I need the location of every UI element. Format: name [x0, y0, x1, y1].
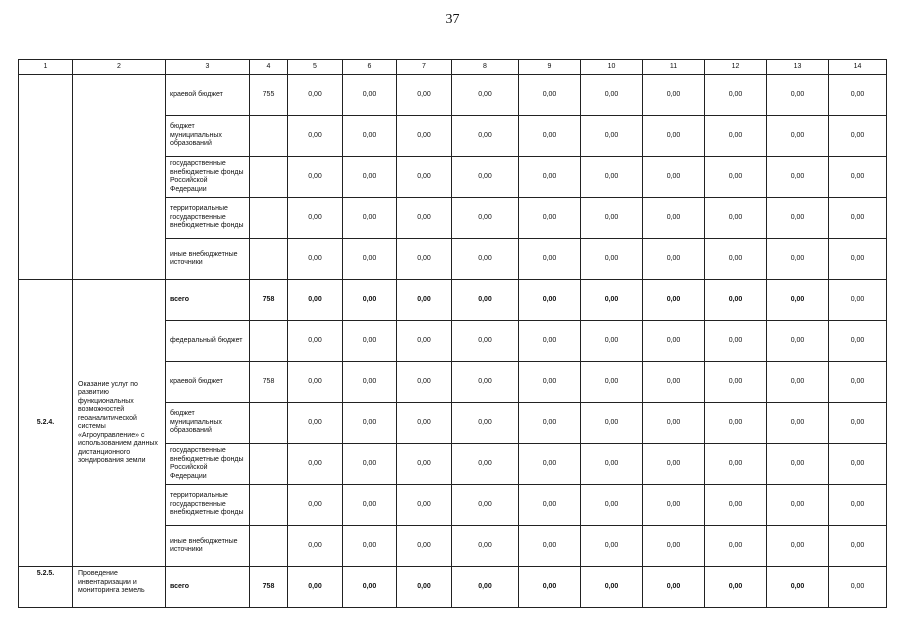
- value-cell: 0,00: [519, 567, 581, 608]
- value-cell: 0,00: [519, 485, 581, 526]
- value-cell: 0,00: [581, 116, 643, 157]
- value-cell: 0,00: [705, 403, 767, 444]
- value-cell: 0,00: [767, 567, 829, 608]
- value-cell: 0,00: [643, 567, 705, 608]
- value-cell: 0,00: [343, 280, 397, 321]
- value-cell: 0,00: [705, 280, 767, 321]
- value-cell: 0,00: [643, 485, 705, 526]
- value-cell: 0,00: [397, 362, 452, 403]
- value-cell: 0,00: [829, 485, 887, 526]
- header-cell: 3: [166, 60, 250, 75]
- value-cell: 0,00: [288, 75, 343, 116]
- code-cell: 758: [250, 280, 288, 321]
- value-cell: 0,00: [705, 198, 767, 239]
- code-cell: [250, 403, 288, 444]
- value-cell: 0,00: [519, 75, 581, 116]
- value-cell: 0,00: [452, 362, 519, 403]
- value-cell: 0,00: [519, 403, 581, 444]
- value-cell: 0,00: [705, 239, 767, 280]
- value-cell: 0,00: [288, 567, 343, 608]
- table-row: [19, 567, 887, 608]
- value-cell: 0,00: [581, 75, 643, 116]
- header-cell: 13: [767, 60, 829, 75]
- value-cell: 0,00: [767, 116, 829, 157]
- funding-source-cell: территориальные государственные внебюджетные фонды: [166, 485, 250, 526]
- value-cell: 0,00: [581, 567, 643, 608]
- value-cell: 0,00: [767, 403, 829, 444]
- funding-source-cell: бюджет муниципальных образований: [166, 116, 250, 157]
- value-cell: 0,00: [397, 239, 452, 280]
- funding-source-cell: территориальные государственные внебюджетные фонды: [166, 198, 250, 239]
- code-cell: [250, 321, 288, 362]
- value-cell: 0,00: [643, 75, 705, 116]
- funding-source-cell: федеральный бюджет: [166, 321, 250, 362]
- funding-source-cell: государственные внебюджетные фонды Российской Федерации: [166, 444, 250, 485]
- value-cell: 0,00: [581, 444, 643, 485]
- value-cell: 0,00: [288, 485, 343, 526]
- value-cell: 0,00: [397, 116, 452, 157]
- value-cell: 0,00: [288, 239, 343, 280]
- value-cell: 0,00: [829, 116, 887, 157]
- value-cell: 0,00: [397, 280, 452, 321]
- budget-table: [18, 59, 887, 608]
- value-cell: 0,00: [343, 444, 397, 485]
- value-cell: 0,00: [767, 239, 829, 280]
- value-cell: 0,00: [829, 444, 887, 485]
- funding-source-cell: бюджет муниципальных образований: [166, 403, 250, 444]
- value-cell: 0,00: [288, 444, 343, 485]
- value-cell: 0,00: [643, 239, 705, 280]
- value-cell: 0,00: [452, 239, 519, 280]
- funding-source-cell: иные внебюджетные источники: [166, 526, 250, 567]
- value-cell: 0,00: [581, 280, 643, 321]
- section-number-cell: 5.2.4.: [19, 280, 73, 567]
- value-cell: 0,00: [767, 75, 829, 116]
- code-cell: [250, 116, 288, 157]
- value-cell: 0,00: [288, 321, 343, 362]
- value-cell: 0,00: [643, 116, 705, 157]
- header-cell: 1: [19, 60, 73, 75]
- value-cell: 0,00: [343, 403, 397, 444]
- value-cell: 0,00: [343, 362, 397, 403]
- value-cell: 0,00: [705, 567, 767, 608]
- value-cell: 0,00: [581, 362, 643, 403]
- page-number: 37: [445, 12, 460, 27]
- value-cell: 0,00: [705, 157, 767, 198]
- value-cell: 0,00: [343, 526, 397, 567]
- funding-source-cell: краевой бюджет: [166, 75, 250, 116]
- table-row: [19, 280, 887, 321]
- value-cell: 0,00: [288, 116, 343, 157]
- header-cell: 11: [643, 60, 705, 75]
- value-cell: 0,00: [705, 444, 767, 485]
- header-cell: 10: [581, 60, 643, 75]
- value-cell: 0,00: [519, 444, 581, 485]
- value-cell: 0,00: [397, 75, 452, 116]
- value-cell: 0,00: [643, 403, 705, 444]
- value-cell: 0,00: [705, 485, 767, 526]
- value-cell: 0,00: [343, 157, 397, 198]
- value-cell: 0,00: [397, 444, 452, 485]
- header-cell: 4: [250, 60, 288, 75]
- value-cell: 0,00: [519, 526, 581, 567]
- section-description-cell: Проведение инвентаризации и мониторинга земель: [73, 567, 166, 608]
- value-cell: 0,00: [452, 567, 519, 608]
- value-cell: 0,00: [343, 198, 397, 239]
- value-cell: 0,00: [581, 157, 643, 198]
- value-cell: 0,00: [581, 403, 643, 444]
- value-cell: 0,00: [288, 362, 343, 403]
- value-cell: 0,00: [643, 280, 705, 321]
- table-row: [19, 75, 887, 116]
- value-cell: 0,00: [581, 526, 643, 567]
- funding-source-cell: государственные внебюджетные фонды Российской Федерации: [166, 157, 250, 198]
- value-cell: 0,00: [397, 403, 452, 444]
- value-cell: 0,00: [452, 403, 519, 444]
- code-cell: [250, 239, 288, 280]
- value-cell: 0,00: [452, 280, 519, 321]
- value-cell: 0,00: [767, 198, 829, 239]
- value-cell: 0,00: [519, 280, 581, 321]
- value-cell: 0,00: [829, 526, 887, 567]
- header-cell: 6: [343, 60, 397, 75]
- value-cell: 0,00: [343, 567, 397, 608]
- value-cell: 0,00: [452, 116, 519, 157]
- value-cell: 0,00: [397, 526, 452, 567]
- funding-source-cell: всего: [166, 280, 250, 321]
- value-cell: 0,00: [343, 239, 397, 280]
- code-cell: [250, 485, 288, 526]
- value-cell: 0,00: [829, 198, 887, 239]
- value-cell: 0,00: [643, 444, 705, 485]
- code-cell: [250, 157, 288, 198]
- value-cell: 0,00: [343, 485, 397, 526]
- header-cell: 14: [829, 60, 887, 75]
- value-cell: 0,00: [767, 321, 829, 362]
- value-cell: 0,00: [519, 239, 581, 280]
- value-cell: 0,00: [343, 116, 397, 157]
- value-cell: 0,00: [581, 321, 643, 362]
- value-cell: 0,00: [767, 485, 829, 526]
- header-cell: 7: [397, 60, 452, 75]
- value-cell: 0,00: [643, 198, 705, 239]
- value-cell: 0,00: [452, 485, 519, 526]
- header-cell: 2: [73, 60, 166, 75]
- section-number-cell: [19, 75, 73, 280]
- value-cell: 0,00: [705, 321, 767, 362]
- value-cell: 0,00: [343, 75, 397, 116]
- value-cell: 0,00: [829, 321, 887, 362]
- code-cell: [250, 444, 288, 485]
- value-cell: 0,00: [452, 321, 519, 362]
- value-cell: 0,00: [829, 239, 887, 280]
- value-cell: 0,00: [581, 485, 643, 526]
- value-cell: 0,00: [288, 403, 343, 444]
- value-cell: 0,00: [829, 157, 887, 198]
- value-cell: 0,00: [581, 239, 643, 280]
- value-cell: 0,00: [452, 198, 519, 239]
- value-cell: 0,00: [767, 526, 829, 567]
- value-cell: 0,00: [705, 75, 767, 116]
- value-cell: 0,00: [519, 362, 581, 403]
- code-cell: [250, 526, 288, 567]
- code-cell: [250, 198, 288, 239]
- value-cell: 0,00: [288, 280, 343, 321]
- value-cell: 0,00: [829, 362, 887, 403]
- value-cell: 0,00: [397, 485, 452, 526]
- value-cell: 0,00: [705, 526, 767, 567]
- code-cell: 758: [250, 362, 288, 403]
- value-cell: 0,00: [643, 362, 705, 403]
- value-cell: 0,00: [705, 116, 767, 157]
- value-cell: 0,00: [452, 75, 519, 116]
- value-cell: 0,00: [452, 444, 519, 485]
- value-cell: 0,00: [397, 567, 452, 608]
- code-cell: 758: [250, 567, 288, 608]
- value-cell: 0,00: [519, 157, 581, 198]
- value-cell: 0,00: [519, 116, 581, 157]
- value-cell: 0,00: [767, 157, 829, 198]
- value-cell: 0,00: [397, 321, 452, 362]
- header-cell: 5: [288, 60, 343, 75]
- value-cell: 0,00: [829, 403, 887, 444]
- header-cell: 9: [519, 60, 581, 75]
- header-cell: 12: [705, 60, 767, 75]
- value-cell: 0,00: [288, 526, 343, 567]
- value-cell: 0,00: [288, 198, 343, 239]
- value-cell: 0,00: [581, 198, 643, 239]
- value-cell: 0,00: [343, 321, 397, 362]
- value-cell: 0,00: [519, 321, 581, 362]
- value-cell: 0,00: [452, 157, 519, 198]
- section-description-cell: Оказание услуг по развитию функциональных возможностей геоаналитической системы «Агроуправление» с использованием данных дистанционного зондирования земли: [73, 280, 166, 567]
- value-cell: 0,00: [397, 157, 452, 198]
- section-number-cell: 5.2.5.: [19, 567, 73, 608]
- section-description-cell: [73, 75, 166, 280]
- funding-source-cell: иные внебюджетные источники: [166, 239, 250, 280]
- value-cell: 0,00: [705, 362, 767, 403]
- value-cell: 0,00: [288, 157, 343, 198]
- code-cell: 755: [250, 75, 288, 116]
- header-row: [19, 60, 887, 75]
- value-cell: 0,00: [829, 280, 887, 321]
- value-cell: 0,00: [767, 362, 829, 403]
- header-cell: 8: [452, 60, 519, 75]
- value-cell: 0,00: [767, 444, 829, 485]
- value-cell: 0,00: [643, 157, 705, 198]
- value-cell: 0,00: [643, 321, 705, 362]
- value-cell: 0,00: [397, 198, 452, 239]
- value-cell: 0,00: [829, 75, 887, 116]
- funding-source-cell: всего: [166, 567, 250, 608]
- value-cell: 0,00: [519, 198, 581, 239]
- value-cell: 0,00: [452, 526, 519, 567]
- value-cell: 0,00: [643, 526, 705, 567]
- funding-source-cell: краевой бюджет: [166, 362, 250, 403]
- value-cell: 0,00: [767, 280, 829, 321]
- value-cell: 0,00: [829, 567, 887, 608]
